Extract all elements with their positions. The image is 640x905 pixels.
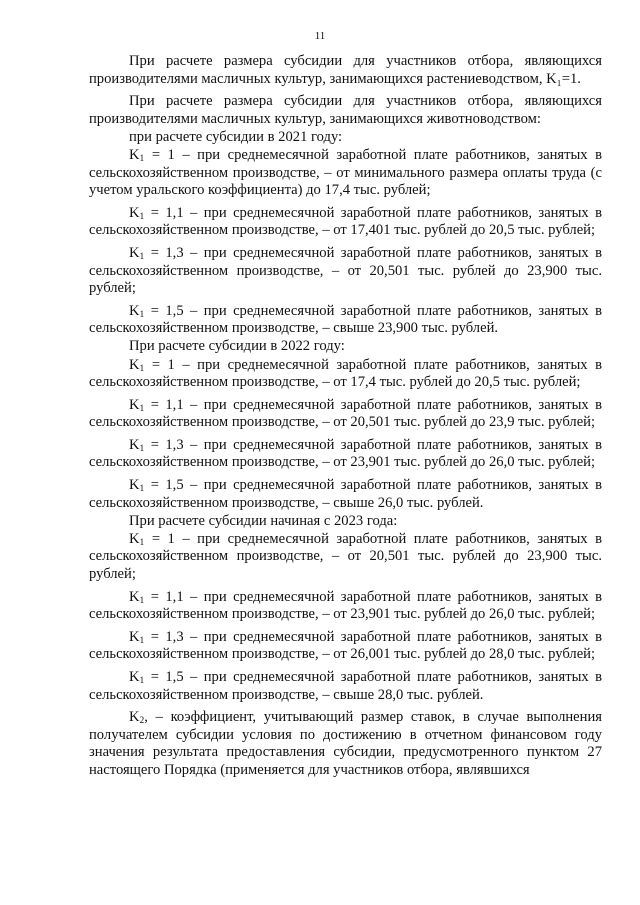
paragraph: $K_1 = 1,1$ – при среднемесячной заработной плате работников, занятых в сельскохозяйственном производстве, – от 17,401 тыс. рублей до 20,5 тыс. рублей;: [89, 204, 602, 239]
paragraph: $K_1 = 1,3$ – при среднемесячной заработной плате работников, занятых в сельскохозяйственном производстве, – от 26,001 тыс. рублей до 28,0 тыс. рублей;: [89, 628, 602, 663]
paragraph: $K_1 = 1,3$ – при среднемесячной заработной плате работников, занятых в сельскохозяйственном производстве, – от 20,501 тыс. рублей до 23,900 тыс. рублей;: [89, 244, 602, 297]
paragraph: $K_1 = 1,1$ – при среднемесячной заработной плате работников, занятых в сельскохозяйственном производстве, – от 20,501 тыс. рублей до 23,9 тыс. рублей;: [89, 396, 602, 431]
document-body: [89, 53, 602, 780]
paragraph: $K_1 = 1,1$ – при среднемесячной заработной плате работников, занятых в сельскохозяйственном производстве, – от 23,901 тыс. рублей до 26,0 тыс. рублей;: [89, 588, 602, 623]
paragraph: $K_1 = 1,5$ – при среднемесячной заработной плате работников, занятых в сельскохозяйственном производстве, – свыше 23,900 тыс. рублей.: [89, 302, 602, 337]
paragraph: При расчете размера субсидии для участников отбора, являющихся производителями масличных культур, занимающихся растениеводством, K₁=1.: [89, 53, 602, 87]
page-number: 11: [314, 30, 326, 42]
paragraph: при расчете субсидии в 2021 году:: [129, 128, 343, 145]
paragraph: $K_1 = 1,3$ – при среднемесячной заработной плате работников, занятых в сельскохозяйственном производстве, – от 23,901 тыс. рублей до 26,0 тыс. рублей;: [89, 436, 602, 471]
paragraph: При расчете субсидии в 2022 году:: [129, 338, 345, 355]
paragraph: $K_1 = 1,5$ – при среднемесячной заработной плате работников, занятых в сельскохозяйственном производстве, – свыше 26,0 тыс. рублей.: [89, 477, 602, 511]
paragraph: $K_2$, – коэффициент, учитывающий размер ставок, в случае выполнения получателем субсидии условия по достижению в отчетном финансовом году значения результата предоставления субсидии, предусмотренного пунктом 27 настоящего Порядка (применяется для участников отбора, являвшихся: [89, 709, 602, 778]
paragraph: $K_1 = 1$ – при среднемесячной заработной плате работников, занятых в сельскохозяйственном производстве, – от 17,4 тыс. рублей до 20,5 тыс. рублей;: [89, 356, 602, 391]
paragraph: При расчете субсидии начиная с 2023 года:: [129, 512, 398, 529]
paragraph: $K_1 = 1$ – при среднемесячной заработной плате работников, занятых в сельскохозяйственном производстве, – от минимального размера оплаты труда (с учетом уральского коэффициента) до 17,4 тыс. рублей;: [89, 146, 602, 199]
paragraph: При расчете размера субсидии для участников отбора, являющихся производителями масличных культур, занимающихся животноводством:: [89, 93, 602, 127]
paragraph: $K_1 = 1$ – при среднемесячной заработной плате работников, занятых в сельскохозяйственном производстве, – от 20,501 тыс. рублей до 23,900 тыс. рублей;: [89, 530, 602, 583]
paragraph: $K_1 = 1,5$ – при среднемесячной заработной плате работников, занятых в сельскохозяйственном производстве, – свыше 28,0 тыс. рублей.: [89, 669, 602, 703]
